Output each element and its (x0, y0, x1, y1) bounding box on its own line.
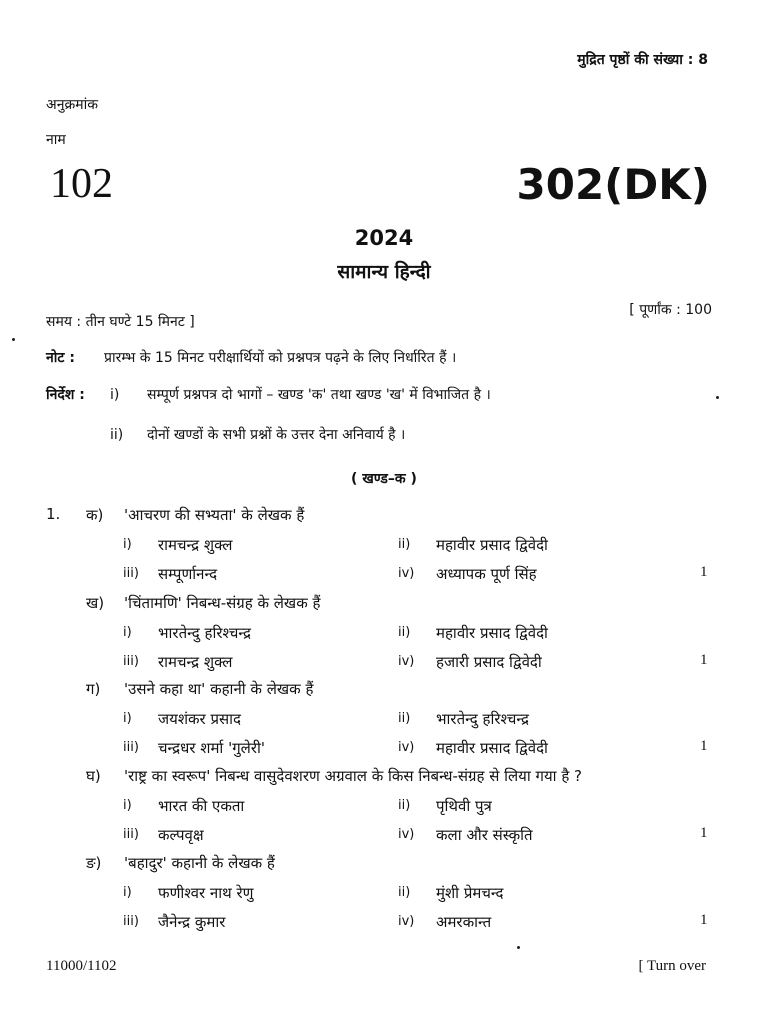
option-text: फणीश्वर नाथ रेणु (158, 884, 254, 902)
sub-question-text: 'उसने कहा था' कहानी के लेखक हैं (124, 680, 314, 698)
option-text: रामचन्द्र शुक्ल (158, 653, 233, 671)
option-text: भारतेन्दु हरिश्चन्द्र (436, 710, 529, 728)
instruction-number: ii) (110, 427, 124, 443)
option-text: जैनेन्द्र कुमार (158, 913, 226, 931)
scan-speck (716, 396, 719, 399)
option-number: i) (123, 711, 132, 726)
instructions-label: निर्देश : (46, 387, 85, 403)
option-number: iii) (123, 914, 139, 929)
option-number: iii) (123, 566, 139, 581)
sub-question-text: 'राष्ट्र का स्वरूप' निबन्ध वासुदेवशरण अग्रवाल के किस निबन्ध-संग्रह से लिया गया है ? (124, 767, 583, 785)
marks: 1 (700, 912, 708, 928)
marks: 1 (700, 738, 708, 754)
option-text: पृथिवी पुत्र (436, 797, 492, 815)
option-text: भारत की एकता (158, 797, 245, 815)
option-number: i) (123, 537, 132, 552)
footer-code: 11000/1102 (46, 958, 117, 974)
option-number: iii) (123, 740, 139, 755)
scan-speck (517, 946, 520, 949)
marks: 1 (700, 564, 708, 580)
option-text: महावीर प्रसाद द्विवेदी (436, 624, 548, 642)
sub-question-label: ङ) (86, 854, 102, 872)
option-number: iv) (398, 740, 415, 755)
sub-question-text: 'बहादुर' कहानी के लेखक हैं (124, 854, 275, 872)
option-number: iv) (398, 566, 415, 581)
option-number: i) (123, 885, 132, 900)
option-number: ii) (398, 798, 411, 813)
roll-number-label: अनुक्रमांक (46, 97, 98, 113)
sub-question-label: क) (86, 506, 104, 524)
question-number: 1. (46, 505, 61, 523)
printed-pages-count: मुद्रित पृष्ठों की संख्या : 8 (577, 52, 708, 68)
option-number: ii) (398, 711, 411, 726)
option-text: जयशंकर प्रसाद (158, 710, 241, 728)
note-text: प्रारम्भ के 15 मिनट परीक्षार्थियों को प्रश्नपत्र पढ़ने के लिए निर्धारित हैं । (104, 350, 457, 366)
option-number: ii) (398, 885, 411, 900)
sub-question-text: 'आचरण की सभ्यता' के लेखक हैं (124, 506, 305, 524)
option-text: चन्द्रधर शर्मा 'गुलेरी' (158, 739, 265, 757)
option-text: महावीर प्रसाद द्विवेदी (436, 739, 548, 757)
instruction-text: दोनों खण्डों के सभी प्रश्नों के उत्तर देना अनिवार्य है । (147, 427, 406, 443)
option-number: iv) (398, 914, 415, 929)
subject-title: सामान्य हिन्दी (337, 261, 431, 283)
instruction-text: सम्पूर्ण प्रश्नपत्र दो भागों – खण्ड 'क' तथा खण्ड 'ख' में विभाजित है । (147, 387, 491, 403)
option-text: सम्पूर्णानन्द (158, 565, 218, 583)
max-marks: [ पूर्णांक : 100 (629, 302, 712, 318)
option-number: iii) (123, 654, 139, 669)
option-number: ii) (398, 537, 411, 552)
note-label: नोट : (46, 350, 75, 366)
sub-question-label: घ) (86, 767, 101, 785)
sub-question-label: ग) (86, 680, 101, 698)
option-text: मुंशी प्रेमचन्द (436, 884, 504, 902)
option-text: अमरकान्त (436, 913, 492, 931)
option-text: अध्यापक पूर्ण सिंह (436, 565, 537, 583)
sub-question-text: 'चिंतामणि' निबन्ध-संग्रह के लेखक हैं (124, 594, 321, 612)
option-number: ii) (398, 625, 411, 640)
option-number: iii) (123, 827, 139, 842)
marks: 1 (700, 825, 708, 841)
option-number: i) (123, 798, 132, 813)
option-number: iv) (398, 654, 415, 669)
section-title: ( खण्ड–क ) (351, 471, 417, 487)
turn-over-note: [ Turn over (638, 958, 706, 974)
marks: 1 (700, 652, 708, 668)
option-text: कला और संस्कृति (436, 826, 533, 844)
option-number: iv) (398, 827, 415, 842)
option-text: रामचन्द्र शुक्ल (158, 536, 233, 554)
time-allowed: समय : तीन घण्टे 15 मिनट ] (46, 314, 195, 330)
option-text: भारतेन्दु हरिश्चन्द्र (158, 624, 251, 642)
exam-year: 2024 (354, 226, 414, 250)
left-code: 102 (50, 161, 113, 207)
scan-speck (12, 338, 15, 341)
option-text: हजारी प्रसाद द्विवेदी (436, 653, 542, 671)
paper-code: 302(DK) (516, 160, 710, 209)
instruction-number: i) (110, 387, 120, 403)
sub-question-label: ख) (86, 594, 105, 612)
option-number: i) (123, 625, 132, 640)
option-text: कल्पवृक्ष (158, 826, 204, 844)
option-text: महावीर प्रसाद द्विवेदी (436, 536, 548, 554)
name-label: नाम (46, 132, 66, 148)
